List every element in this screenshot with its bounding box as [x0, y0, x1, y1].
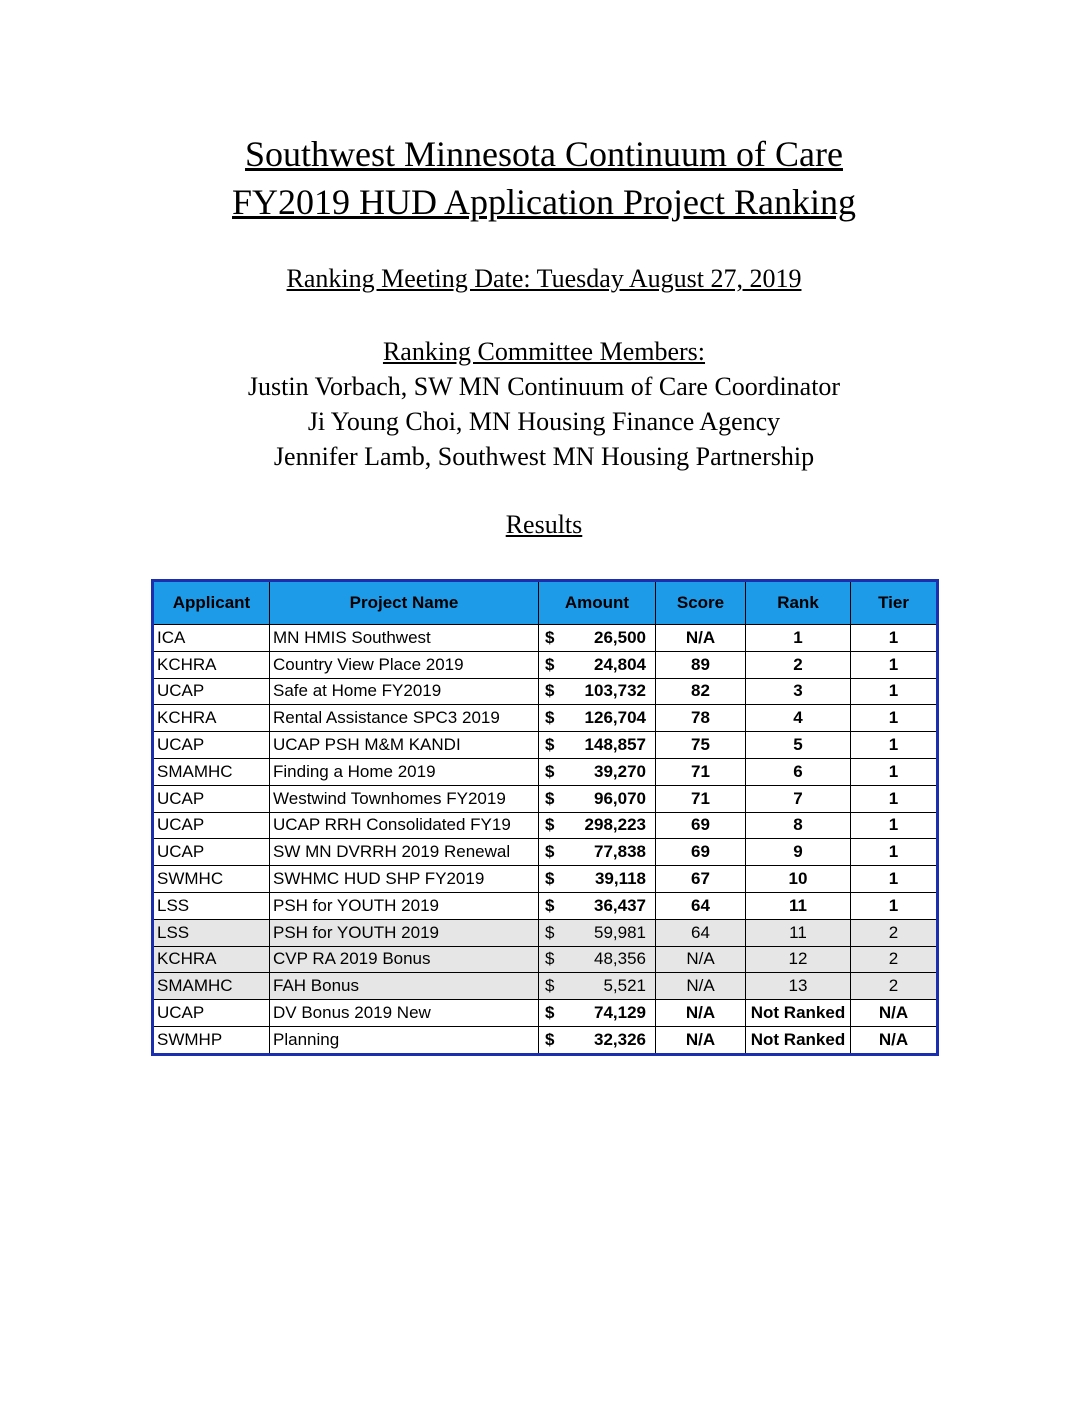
table-header-row — [153, 581, 938, 625]
cell-score: N/A — [656, 625, 746, 652]
cell-project-name: Planning — [270, 1026, 539, 1054]
cell-score: 71 — [656, 758, 746, 785]
currency-symbol: $ — [545, 627, 555, 647]
cell-applicant: LSS — [153, 919, 270, 946]
cell-project-name: MN HMIS Southwest — [270, 625, 539, 652]
header-tier: Tier — [851, 581, 938, 625]
cell-amount — [539, 812, 656, 839]
table-row — [153, 705, 938, 732]
currency-symbol: $ — [545, 895, 555, 915]
cell-amount — [539, 651, 656, 678]
cell-project-name: FAH Bonus — [270, 973, 539, 1000]
cell-tier: N/A — [851, 1026, 938, 1054]
table-row — [153, 1000, 938, 1027]
cell-rank: 10 — [746, 866, 851, 893]
cell-tier: 2 — [851, 946, 938, 973]
currency-symbol: $ — [545, 976, 555, 996]
currency-symbol: $ — [545, 869, 555, 889]
ranking-table — [151, 579, 939, 1056]
cell-tier: 1 — [851, 678, 938, 705]
cell-amount — [539, 705, 656, 732]
cell-rank: 12 — [746, 946, 851, 973]
meeting-date: Ranking Meeting Date: Tuesday August 27, 2019 — [286, 264, 802, 293]
amount-value: 24,804 — [594, 654, 646, 674]
cell-project-name: SWHMC HUD SHP FY2019 — [270, 866, 539, 893]
amount-value: 36,437 — [594, 895, 646, 915]
committee-heading: Ranking Committee Members: — [382, 337, 706, 366]
cell-amount — [539, 678, 656, 705]
cell-amount — [539, 1026, 656, 1054]
committee-member: Ji Young Choi, MN Housing Finance Agency — [307, 407, 781, 436]
cell-score: 69 — [656, 812, 746, 839]
cell-project-name: Country View Place 2019 — [270, 651, 539, 678]
cell-tier: N/A — [851, 1000, 938, 1027]
amount-value: 32,326 — [594, 1029, 646, 1049]
cell-rank: 9 — [746, 839, 851, 866]
table-row — [153, 785, 938, 812]
cell-project-name: Westwind Townhomes FY2019 — [270, 785, 539, 812]
amount-value: 298,223 — [584, 815, 646, 835]
table-row — [153, 812, 938, 839]
cell-rank: 6 — [746, 758, 851, 785]
currency-symbol: $ — [545, 922, 555, 942]
currency-symbol: $ — [545, 735, 555, 755]
cell-applicant: KCHRA — [153, 651, 270, 678]
currency-symbol: $ — [545, 949, 555, 969]
cell-amount — [539, 785, 656, 812]
amount-value: 39,118 — [594, 869, 646, 889]
cell-amount — [539, 1000, 656, 1027]
cell-score: N/A — [656, 946, 746, 973]
cell-applicant: UCAP — [153, 812, 270, 839]
cell-tier: 1 — [851, 866, 938, 893]
cell-score: N/A — [656, 973, 746, 1000]
cell-amount — [539, 625, 656, 652]
cell-tier: 1 — [851, 785, 938, 812]
table-body — [153, 625, 938, 1055]
table-row — [153, 866, 938, 893]
cell-rank: 7 — [746, 785, 851, 812]
currency-symbol: $ — [545, 761, 555, 781]
cell-rank: 11 — [746, 892, 851, 919]
table-row — [153, 1026, 938, 1054]
amount-value: 74,129 — [594, 1003, 646, 1023]
cell-applicant: SWMHC — [153, 866, 270, 893]
cell-applicant: UCAP — [153, 1000, 270, 1027]
currency-symbol: $ — [545, 815, 555, 835]
table-row — [153, 625, 938, 652]
cell-score: 64 — [656, 892, 746, 919]
cell-project-name: Safe at Home FY2019 — [270, 678, 539, 705]
cell-rank: Not Ranked — [746, 1026, 851, 1054]
cell-score: 78 — [656, 705, 746, 732]
amount-value: 103,732 — [584, 681, 646, 701]
currency-symbol: $ — [545, 1003, 555, 1023]
cell-rank: 3 — [746, 678, 851, 705]
cell-applicant: UCAP — [153, 785, 270, 812]
table-row — [153, 678, 938, 705]
cell-tier: 1 — [851, 812, 938, 839]
cell-score: 71 — [656, 785, 746, 812]
cell-applicant: SMAMHC — [153, 973, 270, 1000]
cell-rank: 8 — [746, 812, 851, 839]
cell-rank: 1 — [746, 625, 851, 652]
cell-rank: 11 — [746, 919, 851, 946]
cell-rank: 5 — [746, 732, 851, 759]
cell-project-name: UCAP RRH Consolidated FY19 — [270, 812, 539, 839]
cell-tier: 1 — [851, 651, 938, 678]
cell-applicant: SMAMHC — [153, 758, 270, 785]
amount-value: 5,521 — [603, 976, 646, 996]
cell-tier: 2 — [851, 919, 938, 946]
cell-score: 64 — [656, 919, 746, 946]
cell-applicant: LSS — [153, 892, 270, 919]
amount-value: 77,838 — [594, 842, 646, 862]
cell-project-name: PSH for YOUTH 2019 — [270, 892, 539, 919]
cell-project-name: PSH for YOUTH 2019 — [270, 919, 539, 946]
cell-project-name: DV Bonus 2019 New — [270, 1000, 539, 1027]
cell-amount — [539, 758, 656, 785]
cell-project-name: SW MN DVRRH 2019 Renewal — [270, 839, 539, 866]
table-row — [153, 839, 938, 866]
cell-score: 89 — [656, 651, 746, 678]
cell-applicant: ICA — [153, 625, 270, 652]
header-rank: Rank — [746, 581, 851, 625]
cell-amount — [539, 919, 656, 946]
table-row — [153, 919, 938, 946]
amount-value: 26,500 — [594, 627, 646, 647]
results-heading: Results — [505, 510, 583, 539]
currency-symbol: $ — [545, 681, 555, 701]
cell-applicant: UCAP — [153, 678, 270, 705]
table-row — [153, 758, 938, 785]
cell-amount — [539, 732, 656, 759]
amount-value: 96,070 — [594, 788, 646, 808]
cell-tier: 1 — [851, 839, 938, 866]
cell-score: 67 — [656, 866, 746, 893]
amount-value: 126,704 — [584, 708, 646, 728]
cell-project-name: Finding a Home 2019 — [270, 758, 539, 785]
cell-amount — [539, 866, 656, 893]
amount-value: 148,857 — [584, 735, 646, 755]
cell-applicant: KCHRA — [153, 946, 270, 973]
cell-applicant: KCHRA — [153, 705, 270, 732]
cell-amount — [539, 946, 656, 973]
committee-member: Justin Vorbach, SW MN Continuum of Care Coordinator — [247, 372, 841, 401]
cell-score: N/A — [656, 1026, 746, 1054]
currency-symbol: $ — [545, 788, 555, 808]
cell-applicant: SWMHP — [153, 1026, 270, 1054]
amount-value: 48,356 — [594, 949, 646, 969]
currency-symbol: $ — [545, 654, 555, 674]
cell-tier: 1 — [851, 758, 938, 785]
cell-score: 82 — [656, 678, 746, 705]
cell-rank: Not Ranked — [746, 1000, 851, 1027]
table-row — [153, 973, 938, 1000]
cell-score: 69 — [656, 839, 746, 866]
currency-symbol: $ — [545, 708, 555, 728]
cell-tier: 1 — [851, 705, 938, 732]
cell-applicant: UCAP — [153, 839, 270, 866]
cell-project-name: Rental Assistance SPC3 2019 — [270, 705, 539, 732]
cell-amount — [539, 892, 656, 919]
document-title-line-1: Southwest Minnesota Continuum of Care — [245, 134, 843, 174]
cell-score: N/A — [656, 1000, 746, 1027]
document-title-line-2: FY2019 HUD Application Project Ranking — [232, 182, 856, 222]
cell-rank: 2 — [746, 651, 851, 678]
table-row — [153, 946, 938, 973]
cell-project-name: UCAP PSH M&M KANDI — [270, 732, 539, 759]
cell-amount — [539, 973, 656, 1000]
cell-applicant: UCAP — [153, 732, 270, 759]
table-row — [153, 651, 938, 678]
table-row — [153, 732, 938, 759]
amount-value: 39,270 — [594, 761, 646, 781]
table-row — [153, 892, 938, 919]
cell-tier: 1 — [851, 732, 938, 759]
cell-project-name: CVP RA 2019 Bonus — [270, 946, 539, 973]
cell-score: 75 — [656, 732, 746, 759]
cell-rank: 4 — [746, 705, 851, 732]
cell-tier: 1 — [851, 625, 938, 652]
committee-section — [0, 334, 1088, 474]
header-amount: Amount — [539, 581, 656, 625]
amount-value: 59,981 — [594, 922, 646, 942]
header-score: Score — [656, 581, 746, 625]
cell-tier: 1 — [851, 892, 938, 919]
header-applicant: Applicant — [153, 581, 270, 625]
committee-member: Jennifer Lamb, Southwest MN Housing Partnership — [273, 442, 815, 471]
cell-rank: 13 — [746, 973, 851, 1000]
header-project-name: Project Name — [270, 581, 539, 625]
cell-amount — [539, 839, 656, 866]
currency-symbol: $ — [545, 842, 555, 862]
currency-symbol: $ — [545, 1029, 555, 1049]
cell-tier: 2 — [851, 973, 938, 1000]
